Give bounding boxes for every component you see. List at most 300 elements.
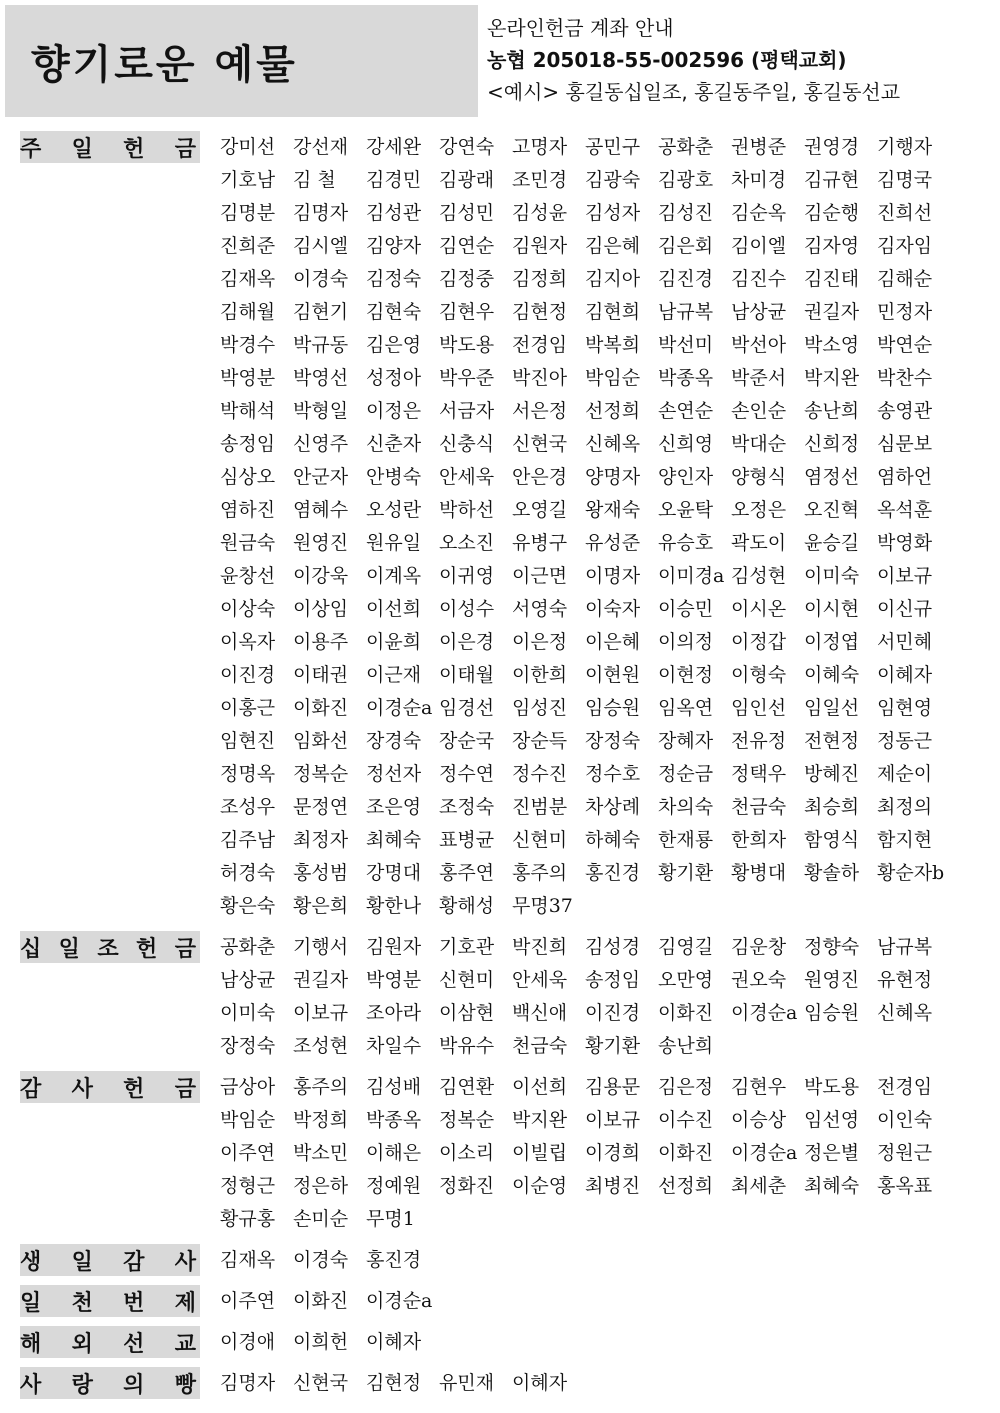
donor-name: 정은하 [293, 1175, 349, 1197]
donor-name: 오윤탁 [658, 499, 714, 521]
donor-name: 이빌립 [512, 1142, 568, 1164]
donor-name: 이신규 [877, 598, 933, 620]
donor-name: 오영길 [512, 499, 568, 521]
donor-name: 염정선 [804, 466, 860, 488]
donor-name: 윤창선 [220, 565, 276, 587]
donor-name: 무명1 [366, 1208, 415, 1230]
donor-name: 임선영 [804, 1109, 860, 1131]
donor-name: 김성현 [731, 565, 787, 587]
donor-name: 이시현 [804, 598, 860, 620]
donor-name: 박소민 [293, 1142, 349, 1164]
donor-name: 이태월 [439, 664, 495, 686]
donor-name: 원유일 [366, 532, 422, 554]
donor-name: 김자임 [877, 235, 933, 257]
donor-name: 임일선 [804, 697, 860, 719]
online-offering-title: 온라인헌금 계좌 안내 [487, 16, 674, 40]
page-title: 향기로운 예물 [31, 41, 298, 88]
donor-name: 김운창 [731, 936, 787, 958]
donor-name: 정명옥 [220, 763, 276, 785]
donor-name: 권길자 [293, 969, 349, 991]
donor-name: 김성경 [585, 936, 641, 958]
donor-name: 한희자 [731, 829, 787, 851]
donor-name: 박선아 [731, 334, 787, 356]
donor-name: 진희준 [220, 235, 276, 257]
donor-name: 이화진 [658, 1002, 714, 1024]
donor-name: 홍주연 [439, 862, 495, 884]
donor-name: 박소영 [804, 334, 860, 356]
donor-name: 김광숙 [585, 169, 641, 191]
category-label: 일 천 번 제 [20, 1290, 196, 1316]
donor-name: 김시엘 [293, 235, 349, 257]
donor-name: 김광호 [658, 169, 714, 191]
donor-name: 전경임 [877, 1076, 933, 1098]
offering-section [0, 1326, 1000, 1367]
donor-name: 김이엘 [731, 235, 787, 257]
donor-name: 이경순a [731, 1142, 798, 1164]
donor-name: 장순국 [439, 730, 495, 752]
donor-name: 안병숙 [366, 466, 422, 488]
donor-name: 김은영 [366, 334, 422, 356]
donor-name: 김명분 [220, 202, 276, 224]
donor-name: 김진경 [658, 268, 714, 290]
donor-name: 홍주의 [512, 862, 568, 884]
donor-name: 이근면 [512, 565, 568, 587]
donor-name: 유민재 [439, 1372, 495, 1394]
donor-name: 서금자 [439, 400, 495, 422]
donor-name: 조민경 [512, 169, 568, 191]
donor-name: 이희헌 [293, 1331, 349, 1353]
donor-name: 이승민 [658, 598, 714, 620]
donor-name: 박대순 [731, 433, 787, 455]
donor-name: 이혜자 [366, 1331, 422, 1353]
donor-name: 선정희 [585, 400, 641, 422]
donor-name: 조성우 [220, 796, 276, 818]
donor-name: 차의숙 [658, 796, 714, 818]
donor-name: 조아라 [366, 1002, 422, 1024]
donor-name: 김순행 [804, 202, 860, 224]
donor-name: 김정희 [512, 268, 568, 290]
donor-name: 황한나 [366, 895, 422, 917]
donor-name: 이진경 [220, 664, 276, 686]
donor-name: 이현원 [585, 664, 641, 686]
donor-name: 김경민 [366, 169, 422, 191]
donor-name: 임화선 [293, 730, 349, 752]
donor-name: 남규복 [877, 936, 933, 958]
donor-name: 박준서 [731, 367, 787, 389]
donor-name: 신희정 [804, 433, 860, 455]
donor-name: 박임순 [585, 367, 641, 389]
donor-name: 신현미 [512, 829, 568, 851]
donor-name: 원영진 [804, 969, 860, 991]
donor-name: 민정자 [877, 301, 933, 323]
donor-name: 이혜자 [512, 1372, 568, 1394]
donor-name: 무명37 [512, 895, 573, 917]
donor-name: 남규복 [658, 301, 714, 323]
donor-name: 김순옥 [731, 202, 787, 224]
donor-name: 장정숙 [220, 1035, 276, 1057]
donor-name: 안세욱 [439, 466, 495, 488]
donor-name: 박도용 [439, 334, 495, 356]
donor-name: 선정희 [658, 1175, 714, 1197]
donor-name: 강미선 [220, 136, 276, 158]
donor-name: 황해성 [439, 895, 495, 917]
donor-name: 신현국 [293, 1372, 349, 1394]
donor-name: 김성진 [658, 202, 714, 224]
donor-name: 이은정 [512, 631, 568, 653]
donor-name: 정원근 [877, 1142, 933, 1164]
offering-section [0, 1244, 1000, 1285]
donor-name: 김은혜 [585, 235, 641, 257]
donor-name: 이미숙 [804, 565, 860, 587]
donor-name: 양형식 [731, 466, 787, 488]
donor-name: 최병진 [585, 1175, 641, 1197]
donor-name: 양명자 [585, 466, 641, 488]
donor-name: 권길자 [804, 301, 860, 323]
donor-name: 김명자 [293, 202, 349, 224]
donor-name: 임현영 [877, 697, 933, 719]
donor-name: 조성현 [293, 1035, 349, 1057]
donor-name: 정복순 [439, 1109, 495, 1131]
donor-name: 이선희 [512, 1076, 568, 1098]
donor-name: 차상례 [585, 796, 641, 818]
donor-name: 함영식 [804, 829, 860, 851]
donor-name: 유승호 [658, 532, 714, 554]
donor-name: 이경순a [366, 697, 433, 719]
donor-name: 정택우 [731, 763, 787, 785]
donor-name: 김은정 [658, 1076, 714, 1098]
donor-name: 기행자 [877, 136, 933, 158]
donor-name: 오성란 [366, 499, 422, 521]
donor-name: 박지완 [512, 1109, 568, 1131]
donor-name: 정은별 [804, 1142, 860, 1164]
account-info [487, 12, 997, 108]
donor-name: 김현정 [366, 1372, 422, 1394]
donor-name: 전경임 [512, 334, 568, 356]
donor-name: 이경애 [220, 1331, 276, 1353]
donor-name: 이순영 [512, 1175, 568, 1197]
bulletin-header [0, 0, 1000, 118]
donor-name: 김진태 [804, 268, 860, 290]
donor-name: 홍옥표 [877, 1175, 933, 1197]
donor-name: 박영선 [293, 367, 349, 389]
donor-name: 김현기 [293, 301, 349, 323]
donor-name: 이의정 [658, 631, 714, 653]
bank-account: 농협 205018-55-002596 (평택교회) [487, 48, 847, 72]
donor-name: 강연숙 [439, 136, 495, 158]
donor-name: 강명대 [366, 862, 422, 884]
category-label: 해 외 선 교 [20, 1331, 196, 1357]
donor-name: 임현진 [220, 730, 276, 752]
donor-name: 이명자 [585, 565, 641, 587]
donor-name: 김광래 [439, 169, 495, 191]
donor-name: 이강욱 [293, 565, 349, 587]
donor-name: 김자영 [804, 235, 860, 257]
donor-name: 이선희 [366, 598, 422, 620]
donor-name: 정동근 [877, 730, 933, 752]
donor-name: 안은경 [512, 466, 568, 488]
donor-name: 이혜자 [877, 664, 933, 686]
donor-name: 원영진 [293, 532, 349, 554]
donor-name: 공화춘 [658, 136, 714, 158]
donor-name: 김성자 [585, 202, 641, 224]
offering-section [0, 1071, 1000, 1244]
donor-name: 박형일 [293, 400, 349, 422]
donor-name: 방혜진 [804, 763, 860, 785]
donor-name: 공민구 [585, 136, 641, 158]
donor-name: 제순이 [877, 763, 933, 785]
donor-name: 장정숙 [585, 730, 641, 752]
donor-name: 강선재 [293, 136, 349, 158]
donor-name: 황솔하 [804, 862, 860, 884]
donor-name: 박영화 [877, 532, 933, 554]
donor-name: 문정연 [293, 796, 349, 818]
donor-name: 이귀영 [439, 565, 495, 587]
donor-name: 왕재숙 [585, 499, 641, 521]
donor-name: 이보규 [585, 1109, 641, 1131]
offering-section [0, 1285, 1000, 1326]
donor-name: 이보규 [877, 565, 933, 587]
donor-name: 기호관 [439, 936, 495, 958]
donor-name: 이화진 [293, 1290, 349, 1312]
donor-name: 최혜숙 [366, 829, 422, 851]
donor-name: 박영분 [220, 367, 276, 389]
donor-name: 차미경 [731, 169, 787, 191]
donor-name: 전유정 [731, 730, 787, 752]
donor-name: 김연순 [439, 235, 495, 257]
donor-name: 곽도이 [731, 532, 787, 554]
donor-name: 송정임 [585, 969, 641, 991]
donor-name: 오정은 [731, 499, 787, 521]
donor-name: 박규동 [293, 334, 349, 356]
donor-name: 황규홍 [220, 1208, 276, 1230]
donor-name: 홍진경 [585, 862, 641, 884]
donor-name: 이인숙 [877, 1109, 933, 1131]
donor-name: 서영숙 [512, 598, 568, 620]
donor-name: 이해은 [366, 1142, 422, 1164]
donor-name: 원금숙 [220, 532, 276, 554]
donor-name: 신희영 [658, 433, 714, 455]
donor-name: 이정은 [366, 400, 422, 422]
example-line: <예시> 홍길동십일조, 홍길동주일, 홍길동선교 [487, 80, 901, 104]
donor-name: 박도용 [804, 1076, 860, 1098]
donor-name: 이상숙 [220, 598, 276, 620]
name-list [220, 1071, 980, 1236]
donor-name: 최세춘 [731, 1175, 787, 1197]
donor-name: 이용주 [293, 631, 349, 653]
donor-name: 이은혜 [585, 631, 641, 653]
donor-name: 이태권 [293, 664, 349, 686]
donor-name: 이경순a [366, 1290, 433, 1312]
donor-name: 김정숙 [366, 268, 422, 290]
donor-name: 이숙자 [585, 598, 641, 620]
category-label: 감 사 헌 금 [20, 1076, 196, 1102]
category-label: 생 일 감 사 [20, 1249, 196, 1275]
donor-name: 정향숙 [804, 936, 860, 958]
donor-name: 김연환 [439, 1076, 495, 1098]
donor-name: 한재룡 [658, 829, 714, 851]
donor-name: 김명자 [220, 1372, 276, 1394]
donor-name: 진범분 [512, 796, 568, 818]
donor-name: 홍주의 [293, 1076, 349, 1098]
donor-name: 송정임 [220, 433, 276, 455]
donor-name: 권병준 [731, 136, 787, 158]
donor-name: 최혜숙 [804, 1175, 860, 1197]
donor-name: 박정희 [293, 1109, 349, 1131]
donor-name: 김은회 [658, 235, 714, 257]
donor-name: 이홍근 [220, 697, 276, 719]
donor-name: 최정자 [293, 829, 349, 851]
donor-name: 정선자 [366, 763, 422, 785]
donor-name: 이주연 [220, 1290, 276, 1312]
donor-name: 김 철 [293, 169, 336, 191]
donor-name: 신영주 [293, 433, 349, 455]
donor-name: 남상균 [220, 969, 276, 991]
donor-name: 정순금 [658, 763, 714, 785]
donor-name: 남상균 [731, 301, 787, 323]
donor-name: 이화진 [658, 1142, 714, 1164]
donor-name: 옥석훈 [877, 499, 933, 521]
donor-name: 송영관 [877, 400, 933, 422]
donor-name: 이성수 [439, 598, 495, 620]
donor-name: 박복희 [585, 334, 641, 356]
donor-name: 송난희 [658, 1035, 714, 1057]
donor-name: 이상임 [293, 598, 349, 620]
donor-name: 진희선 [877, 202, 933, 224]
donor-name: 조정숙 [439, 796, 495, 818]
donor-name: 정형근 [220, 1175, 276, 1197]
donor-name: 김진수 [731, 268, 787, 290]
donor-name: 성정아 [366, 367, 422, 389]
donor-name: 이삼현 [439, 1002, 495, 1024]
donor-name: 김규현 [804, 169, 860, 191]
donor-name: 이수진 [658, 1109, 714, 1131]
donor-name: 하혜숙 [585, 829, 641, 851]
donor-name: 천금숙 [731, 796, 787, 818]
donor-name: 이혜숙 [804, 664, 860, 686]
donor-name: 홍진경 [366, 1249, 422, 1271]
donor-name: 이주연 [220, 1142, 276, 1164]
name-list [220, 131, 980, 923]
donor-name: 장순득 [512, 730, 568, 752]
donor-name: 장혜자 [658, 730, 714, 752]
donor-name: 김양자 [366, 235, 422, 257]
donor-name: 오진혁 [804, 499, 860, 521]
donor-name: 박영분 [366, 969, 422, 991]
donor-name: 김성민 [439, 202, 495, 224]
donor-name: 박진희 [512, 936, 568, 958]
donor-name: 안세욱 [512, 969, 568, 991]
donor-name: 박해석 [220, 400, 276, 422]
donor-name: 이근재 [366, 664, 422, 686]
donor-name: 황병대 [731, 862, 787, 884]
donor-name: 박선미 [658, 334, 714, 356]
donor-name: 이경순a [731, 1002, 798, 1024]
donor-name: 정수연 [439, 763, 495, 785]
donor-name: 양인자 [658, 466, 714, 488]
donor-name: 김해월 [220, 301, 276, 323]
donor-name: 기행서 [293, 936, 349, 958]
donor-name: 염하진 [220, 499, 276, 521]
donor-name: 송난희 [804, 400, 860, 422]
donor-name: 최정의 [877, 796, 933, 818]
donor-name: 신혜옥 [877, 1002, 933, 1024]
donor-name: 이계옥 [366, 565, 422, 587]
donor-name: 김현숙 [366, 301, 422, 323]
donor-name: 정예원 [366, 1175, 422, 1197]
donor-name: 박하선 [439, 499, 495, 521]
name-list [220, 1367, 980, 1400]
donor-name: 황은희 [293, 895, 349, 917]
donor-name: 유성준 [585, 532, 641, 554]
donor-name: 오소진 [439, 532, 495, 554]
category-label: 주 일 헌 금 [20, 136, 196, 162]
offering-section [0, 1367, 1000, 1408]
donor-name: 이경희 [585, 1142, 641, 1164]
donor-name: 홍성범 [293, 862, 349, 884]
donor-name: 공화춘 [220, 936, 276, 958]
donor-name: 이한희 [512, 664, 568, 686]
donor-name: 김현정 [512, 301, 568, 323]
donor-name: 최승희 [804, 796, 860, 818]
title-box [5, 5, 478, 117]
donor-name: 김재옥 [220, 1249, 276, 1271]
donor-name: 유병구 [512, 532, 568, 554]
category-label: 사 랑 의 빵 [20, 1372, 196, 1398]
donor-name: 황기환 [585, 1035, 641, 1057]
donor-name: 이형숙 [731, 664, 787, 686]
donor-name: 윤승길 [804, 532, 860, 554]
donor-name: 전현정 [804, 730, 860, 752]
donor-name: 이미숙 [220, 1002, 276, 1024]
donor-name: 김현우 [731, 1076, 787, 1098]
donor-name: 이현정 [658, 664, 714, 686]
donor-name: 허경숙 [220, 862, 276, 884]
donor-name: 이옥자 [220, 631, 276, 653]
donor-name: 임승원 [804, 1002, 860, 1024]
donor-name: 김주남 [220, 829, 276, 851]
donor-name: 이시온 [731, 598, 787, 620]
donor-name: 심문보 [877, 433, 933, 455]
donor-name: 김용문 [585, 1076, 641, 1098]
donor-name: 차일수 [366, 1035, 422, 1057]
donor-name: 유현정 [877, 969, 933, 991]
donor-name: 신현미 [439, 969, 495, 991]
donor-name: 장경숙 [366, 730, 422, 752]
donor-name: 임인선 [731, 697, 787, 719]
donor-name: 박연순 [877, 334, 933, 356]
donor-name: 임경선 [439, 697, 495, 719]
donor-name: 이정갑 [731, 631, 787, 653]
donor-name: 이소리 [439, 1142, 495, 1164]
donor-name: 표병균 [439, 829, 495, 851]
name-list [220, 1285, 980, 1318]
donor-name: 박경수 [220, 334, 276, 356]
donor-name: 황은숙 [220, 895, 276, 917]
donor-name: 이정엽 [804, 631, 860, 653]
donor-name: 금상아 [220, 1076, 276, 1098]
donor-name: 박진아 [512, 367, 568, 389]
donor-name: 이경숙 [293, 1249, 349, 1271]
donor-name: 박유수 [439, 1035, 495, 1057]
donor-name: 백신애 [512, 1002, 568, 1024]
donor-name: 기호남 [220, 169, 276, 191]
donor-name: 김성배 [366, 1076, 422, 1098]
donor-name: 서은정 [512, 400, 568, 422]
donor-name: 고명자 [512, 136, 568, 158]
donor-name: 김현우 [439, 301, 495, 323]
donor-name: 박종옥 [366, 1109, 422, 1131]
donor-name: 손연순 [658, 400, 714, 422]
